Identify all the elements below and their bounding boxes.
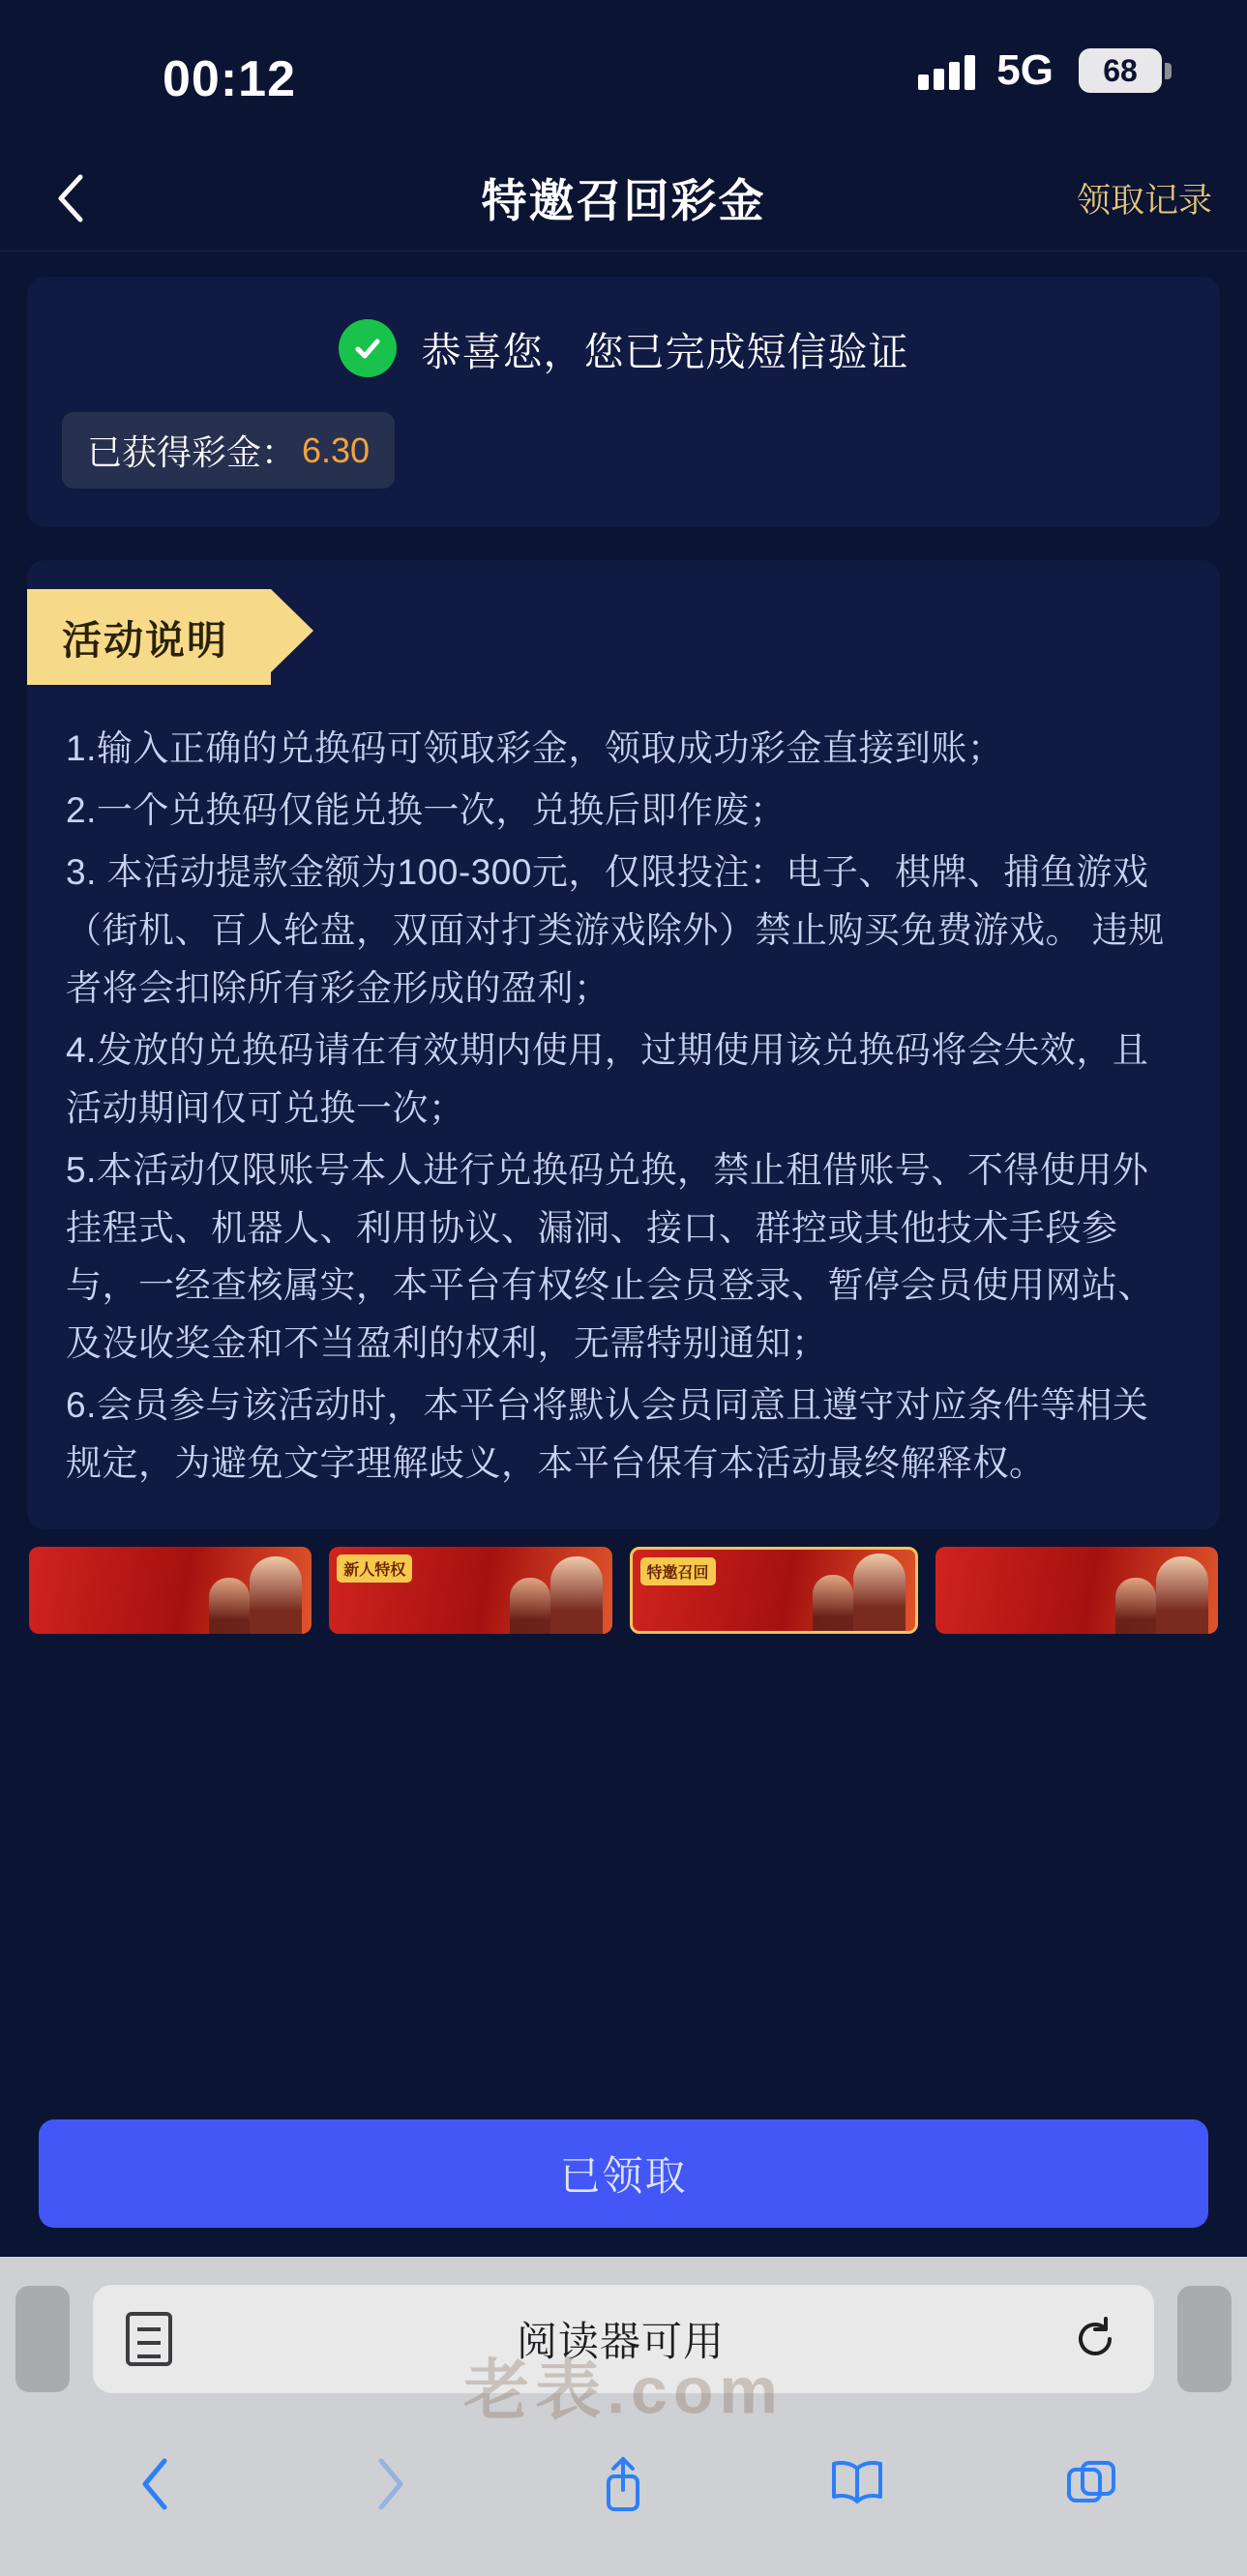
promo-banner-selected[interactable] <box>630 1547 918 1634</box>
battery-percent: 68 <box>1079 48 1162 93</box>
browser-toolbar <box>0 2421 1247 2576</box>
battery-icon <box>1079 48 1172 93</box>
nav-bar <box>0 145 1247 252</box>
verification-success-card <box>27 277 1220 527</box>
rule-item: 3. 本活动提款金额为100-300元，仅限投注：电子、棋牌、捕鱼游戏（街机、百人轮盘，双面对打类游戏除外）禁止购买免费游戏。 违规者将会扣除所有彩金形成的盈利； <box>66 851 1165 1008</box>
status-indicators <box>918 46 1172 95</box>
network-type-label: 5G <box>996 46 1054 94</box>
main-content <box>0 252 1247 2094</box>
share-icon[interactable] <box>579 2441 667 2528</box>
rules-card <box>27 560 1220 1529</box>
promo-banner-strip <box>27 1547 1220 1634</box>
reader-view-icon[interactable] <box>126 2312 172 2366</box>
rules-body <box>27 685 1220 1493</box>
promo-banner-tag: 新人特权 <box>337 1554 412 1583</box>
url-text: 阅读器可用 <box>516 2319 725 2364</box>
bookmarks-icon[interactable] <box>814 2441 901 2528</box>
rule-item: 1.输入正确的兑换码可领取彩金，领取成功彩金直接到账； <box>66 728 1004 768</box>
forward-icon[interactable] <box>346 2441 433 2528</box>
watermark-text: 老表.com <box>463 2354 784 2428</box>
back-icon[interactable] <box>112 2441 199 2528</box>
page-title: 特邀召回彩金 <box>481 175 766 226</box>
rule-item: 5.本活动仅限账号本人进行兑换码兑换，禁止租借账号、不得使用外挂程式、机器人、利用协议、漏洞、接口、群控或其他技术手段参与，一经查核属实，本平台有权终止会员登录、暂停会员使用网站、及没收奖金和不当盈利的权利，无需特别通知； <box>66 1149 1154 1364</box>
amount-value: 6.30 <box>302 429 371 470</box>
amount-badge <box>62 412 395 489</box>
rule-item: 6.会员参与该活动时，本平台将默认会员同意且遵守对应条件等相关规定，为避免文字理解歧义，本平台保有本活动最终解释权。 <box>66 1385 1149 1484</box>
promo-banner[interactable] <box>935 1547 1218 1634</box>
next-tab-chip[interactable] <box>1177 2286 1232 2392</box>
rule-item: 4.发放的兑换码请在有效期内使用，过期使用该兑换码将会失效，且活动期间仅可兑换一次； <box>66 1029 1149 1128</box>
records-link[interactable]: 领取记录 <box>1076 181 1212 220</box>
previous-tab-chip[interactable] <box>15 2286 70 2392</box>
signal-bars-icon <box>918 51 975 90</box>
url-field[interactable] <box>93 2285 1154 2393</box>
reload-icon[interactable] <box>1069 2313 1121 2365</box>
chevron-left-icon[interactable] <box>41 169 99 227</box>
status-bar <box>0 0 1247 145</box>
tabs-icon[interactable] <box>1048 2441 1135 2528</box>
success-row <box>62 319 1185 377</box>
status-time: 00:12 <box>163 51 296 107</box>
claim-button[interactable]: 已领取 <box>39 2119 1208 2228</box>
check-circle-icon <box>339 319 397 377</box>
browser-url-bar <box>0 2257 1247 2428</box>
rules-ribbon-title: 活动说明 <box>27 589 271 685</box>
success-message: 恭喜您，您已完成短信验证 <box>421 329 909 374</box>
promo-banner[interactable] <box>29 1547 312 1634</box>
cta-container <box>0 2094 1247 2257</box>
amount-label: 已获得彩金： <box>87 432 297 472</box>
rule-item: 2.一个兑换码仅能兑换一次，兑换后即作废； <box>66 789 787 830</box>
promo-banner[interactable] <box>329 1547 611 1634</box>
promo-banner-tag: 特邀召回 <box>640 1557 716 1585</box>
